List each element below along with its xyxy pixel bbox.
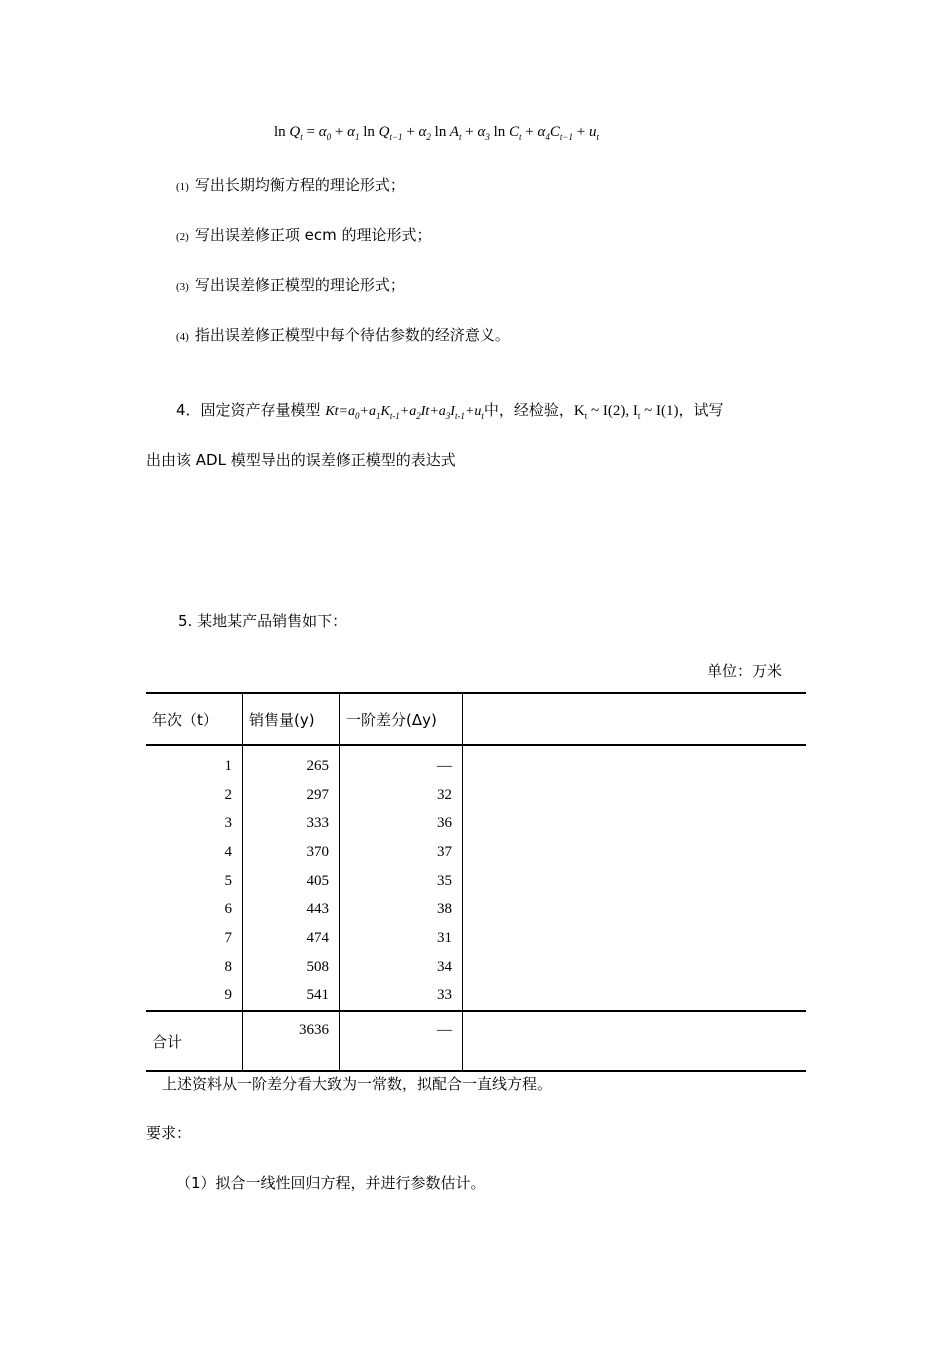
cell-year: 8 [146,953,243,982]
requirements-title: 要求： [146,1124,192,1142]
q4-prefix: 4．固定资产存量模型 [176,401,321,419]
table-row [146,781,806,810]
table-total-row [146,1011,806,1071]
cell-sales: 508 [243,953,340,982]
cell-year: 3 [146,809,243,838]
header-diff: 一阶差分(Δy) [340,693,463,745]
table-row [146,838,806,867]
cell-year: 7 [146,924,243,953]
question-item-2 [176,224,431,245]
item-text: 写出误差修正项 ecm 的理论形式； [194,226,432,244]
model-equation: $\ln Q_t = \alpha_0 + \alpha_1$ $\ln Q_{t-1} + \alpha_2$ $\ln A_t + \alpha_3$ $\ln C_t + \alpha_4C_{t-1} + u_t$ [274,124,599,142]
cell-diff: 36 [340,809,463,838]
table-row [146,982,806,1012]
cell-sales: 405 [243,867,340,896]
table-row [146,867,806,896]
cell-year: 1 [146,745,243,781]
table-row [146,809,806,838]
header-empty [463,693,807,745]
cell-diff: 33 [340,982,463,1012]
cell-sales: 541 [243,982,340,1012]
table-row [146,745,806,781]
cell-diff: 34 [340,953,463,982]
cell-sales: 443 [243,895,340,924]
cell-year: 9 [146,982,243,1012]
question-5-title: 5. 某地某产品销售如下： [178,612,348,630]
cell-year: 2 [146,781,243,810]
cell-sales: 474 [243,924,340,953]
question-4-line-1: 4．固定资产存量模型 $Kt=a_0+a_1K_{t-1}+a_2It+a_3I_{t-1}+u_t$中，经检验，$K_t$ ~ I(2), $I_t$ ~ I(1)，试写 [176,401,724,421]
item-number: (4) [176,331,189,343]
table-row [146,924,806,953]
question-item-4 [176,324,510,345]
cell-diff: 35 [340,867,463,896]
table-note: 上述资料从一阶差分看大致为一常数，拟配合一直线方程。 [162,1075,553,1093]
table-row [146,953,806,982]
total-label: 合计 [146,1011,243,1071]
cell-year: 5 [146,867,243,896]
item-number: (1) [176,181,189,193]
total-diff: — [340,1011,463,1071]
table-row [146,895,806,924]
header-year: 年次（t） [146,693,243,745]
cell-sales: 297 [243,781,340,810]
question-item-1 [176,174,405,195]
cell-diff: 37 [340,838,463,867]
item-text: 写出误差修正模型的理论形式； [194,276,405,294]
item-text: 指出误差修正模型中每个待估参数的经济意义。 [194,326,510,344]
item-text: 写出长期均衡方程的理论形式； [194,176,405,194]
cell-diff: 38 [340,895,463,924]
cell-year: 4 [146,838,243,867]
total-sales: 3636 [243,1011,340,1071]
cell-diff: — [340,745,463,781]
question-item-3 [176,274,405,295]
cell-diff: 32 [340,781,463,810]
unit-label: 单位：万米 [707,662,783,680]
sales-table [146,692,806,1072]
header-sales: 销售量(y) [243,693,340,745]
requirement-1: （1）拟合一线性回归方程，并进行参数估计。 [176,1174,486,1192]
item-number: (3) [176,281,189,293]
cell-year: 6 [146,895,243,924]
item-number: (2) [176,231,189,243]
cell-sales: 370 [243,838,340,867]
cell-sales: 333 [243,809,340,838]
capital-model-equation: $Kt=a_0+a_1K_{t-1}+a_2It+a_3I_{t-1}+u_t$ [325,404,484,421]
question-4-line-2: 出由该 ADL 模型导出的误差修正模型的表达式 [146,451,456,469]
cell-diff: 31 [340,924,463,953]
q4-middle: 中，经检验， [483,401,574,419]
cell-sales: 265 [243,745,340,781]
table-header-row [146,693,806,745]
